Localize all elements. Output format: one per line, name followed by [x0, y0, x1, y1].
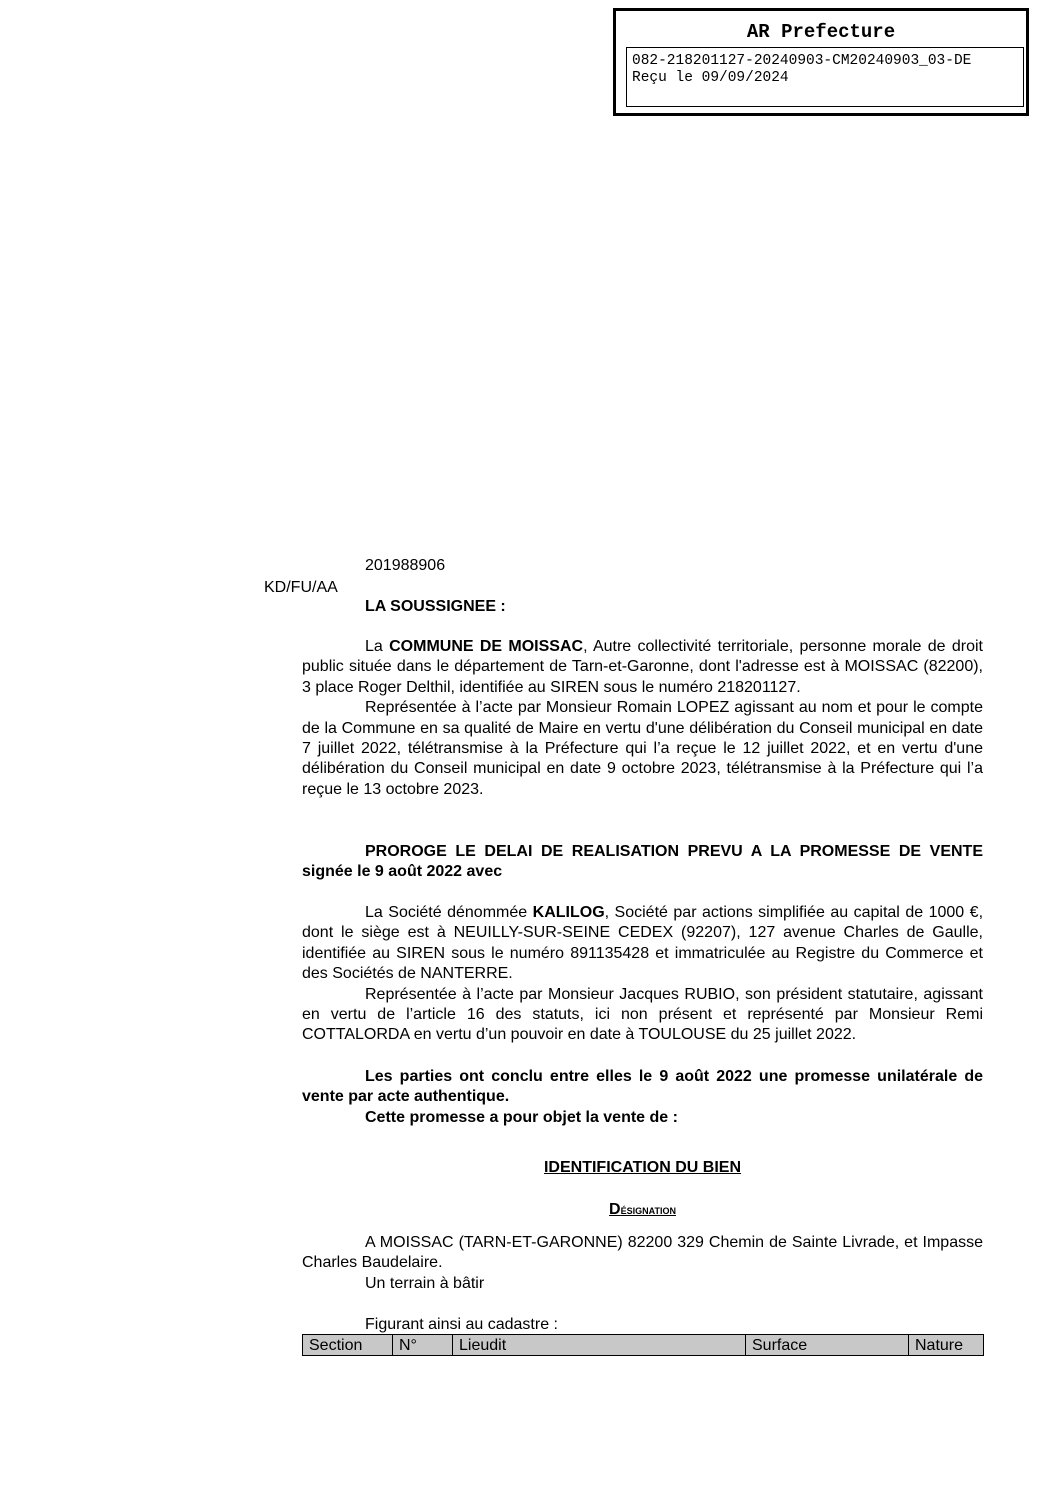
stamp-reference: 082-218201127-20240903-CM20240903_03-DE: [632, 53, 972, 69]
cadastre-header-row: [303, 1335, 984, 1356]
initials: KD/FU/AA: [264, 579, 338, 596]
buyer-identity: La Société dénommée KALILOG, Société par actions simplifiée au capital de 1000 €, dont le siège est à NEUILLY-SUR-SEINE CEDEX (92207), 127 avenue Charles de Gaulle, identifiée au SIREN sous le numéro 891135428 et immatriculée au Registre du Commerce et des Sociétés de NANTERRE.: [302, 904, 984, 983]
seller-name: COMMUNE DE MOISSAC: [389, 638, 584, 655]
parties-objet: Cette promesse a pour objet la vente de :: [365, 1108, 678, 1126]
parties-block: [302, 1067, 983, 1128]
section-title-soussignee: LA SOUSSIGNEE :: [365, 598, 506, 615]
proroge-text: PROROGE LE DELAI DE REALISATION PREVU A LA PROMESSE DE VENTE signée le 9 août 2022 avec: [302, 843, 983, 881]
property-address: A MOISSAC (TARN-ET-GARONNE) 82200 329 Chemin de Sainte Livrade, et Impasse Charles Baudelaire.: [302, 1234, 983, 1272]
column-section: Section: [303, 1335, 393, 1356]
designation-block: [302, 1233, 983, 1294]
seller-identity: La COMMUNE DE MOISSAC, Autre collectivité territoriale, personne morale de droit public située dans le département de Tarn-et-Garonne, dont l'adresse est à MOISSAC (82200), 3 place Roger Delthil, identifiée au SIREN sous le numéro 218201127.: [302, 638, 983, 696]
parties-conclusion: Les parties ont conclu entre elles le 9 août 2022 une promesse unilatérale de vente par acte authentique.: [302, 1068, 983, 1106]
file-number: 201988906: [365, 557, 446, 574]
stamp-received-date: Reçu le 09/09/2024: [632, 70, 789, 86]
cadastre-table: [302, 1334, 984, 1356]
stamp-details: [626, 47, 1024, 107]
designation-subheading: Désignation: [609, 1201, 676, 1218]
seller-representation: Représentée à l’acte par Monsieur Romain LOPEZ agissant au nom et pour le compte de la Commune en sa qualité de Maire en vertu d'une délibération du Conseil municipal en date 7 juillet 2022, télétransmise à la Préfecture qui l’a reçue le 12 juillet 2022, et en vertu d'une délibération du Conseil municipal en date 9 octobre 2023, télétransmise à la Préfecture qui l’a reçue le 13 octobre 2023.: [302, 699, 983, 798]
prefecture-stamp: [613, 8, 1029, 116]
buyer-name: KALILOG: [532, 904, 605, 921]
proroge-block: [302, 842, 983, 883]
property-type: Un terrain à bâtir: [365, 1274, 485, 1292]
buyer-representation: Représentée à l’acte par Monsieur Jacques RUBIO, son président statutaire, agissant en vertu de l’article 16 des statuts, ici non présent et représenté par Monsieur Remi COTTALORDA en vertu d’un pouvoir en date à TOULOUSE du 25 juillet 2022.: [302, 985, 983, 1044]
identification-heading: IDENTIFICATION DU BIEN: [543, 1159, 742, 1176]
buyer-block: [302, 903, 983, 1046]
column-numero: N°: [393, 1335, 453, 1356]
cadastre-intro: Figurant ainsi au cadastre :: [365, 1316, 558, 1333]
column-surface: Surface: [746, 1335, 909, 1356]
column-nature: Nature: [909, 1335, 984, 1356]
stamp-title: AR Prefecture: [746, 21, 896, 43]
seller-block: [302, 637, 983, 800]
column-lieudit: Lieudit: [453, 1335, 746, 1356]
